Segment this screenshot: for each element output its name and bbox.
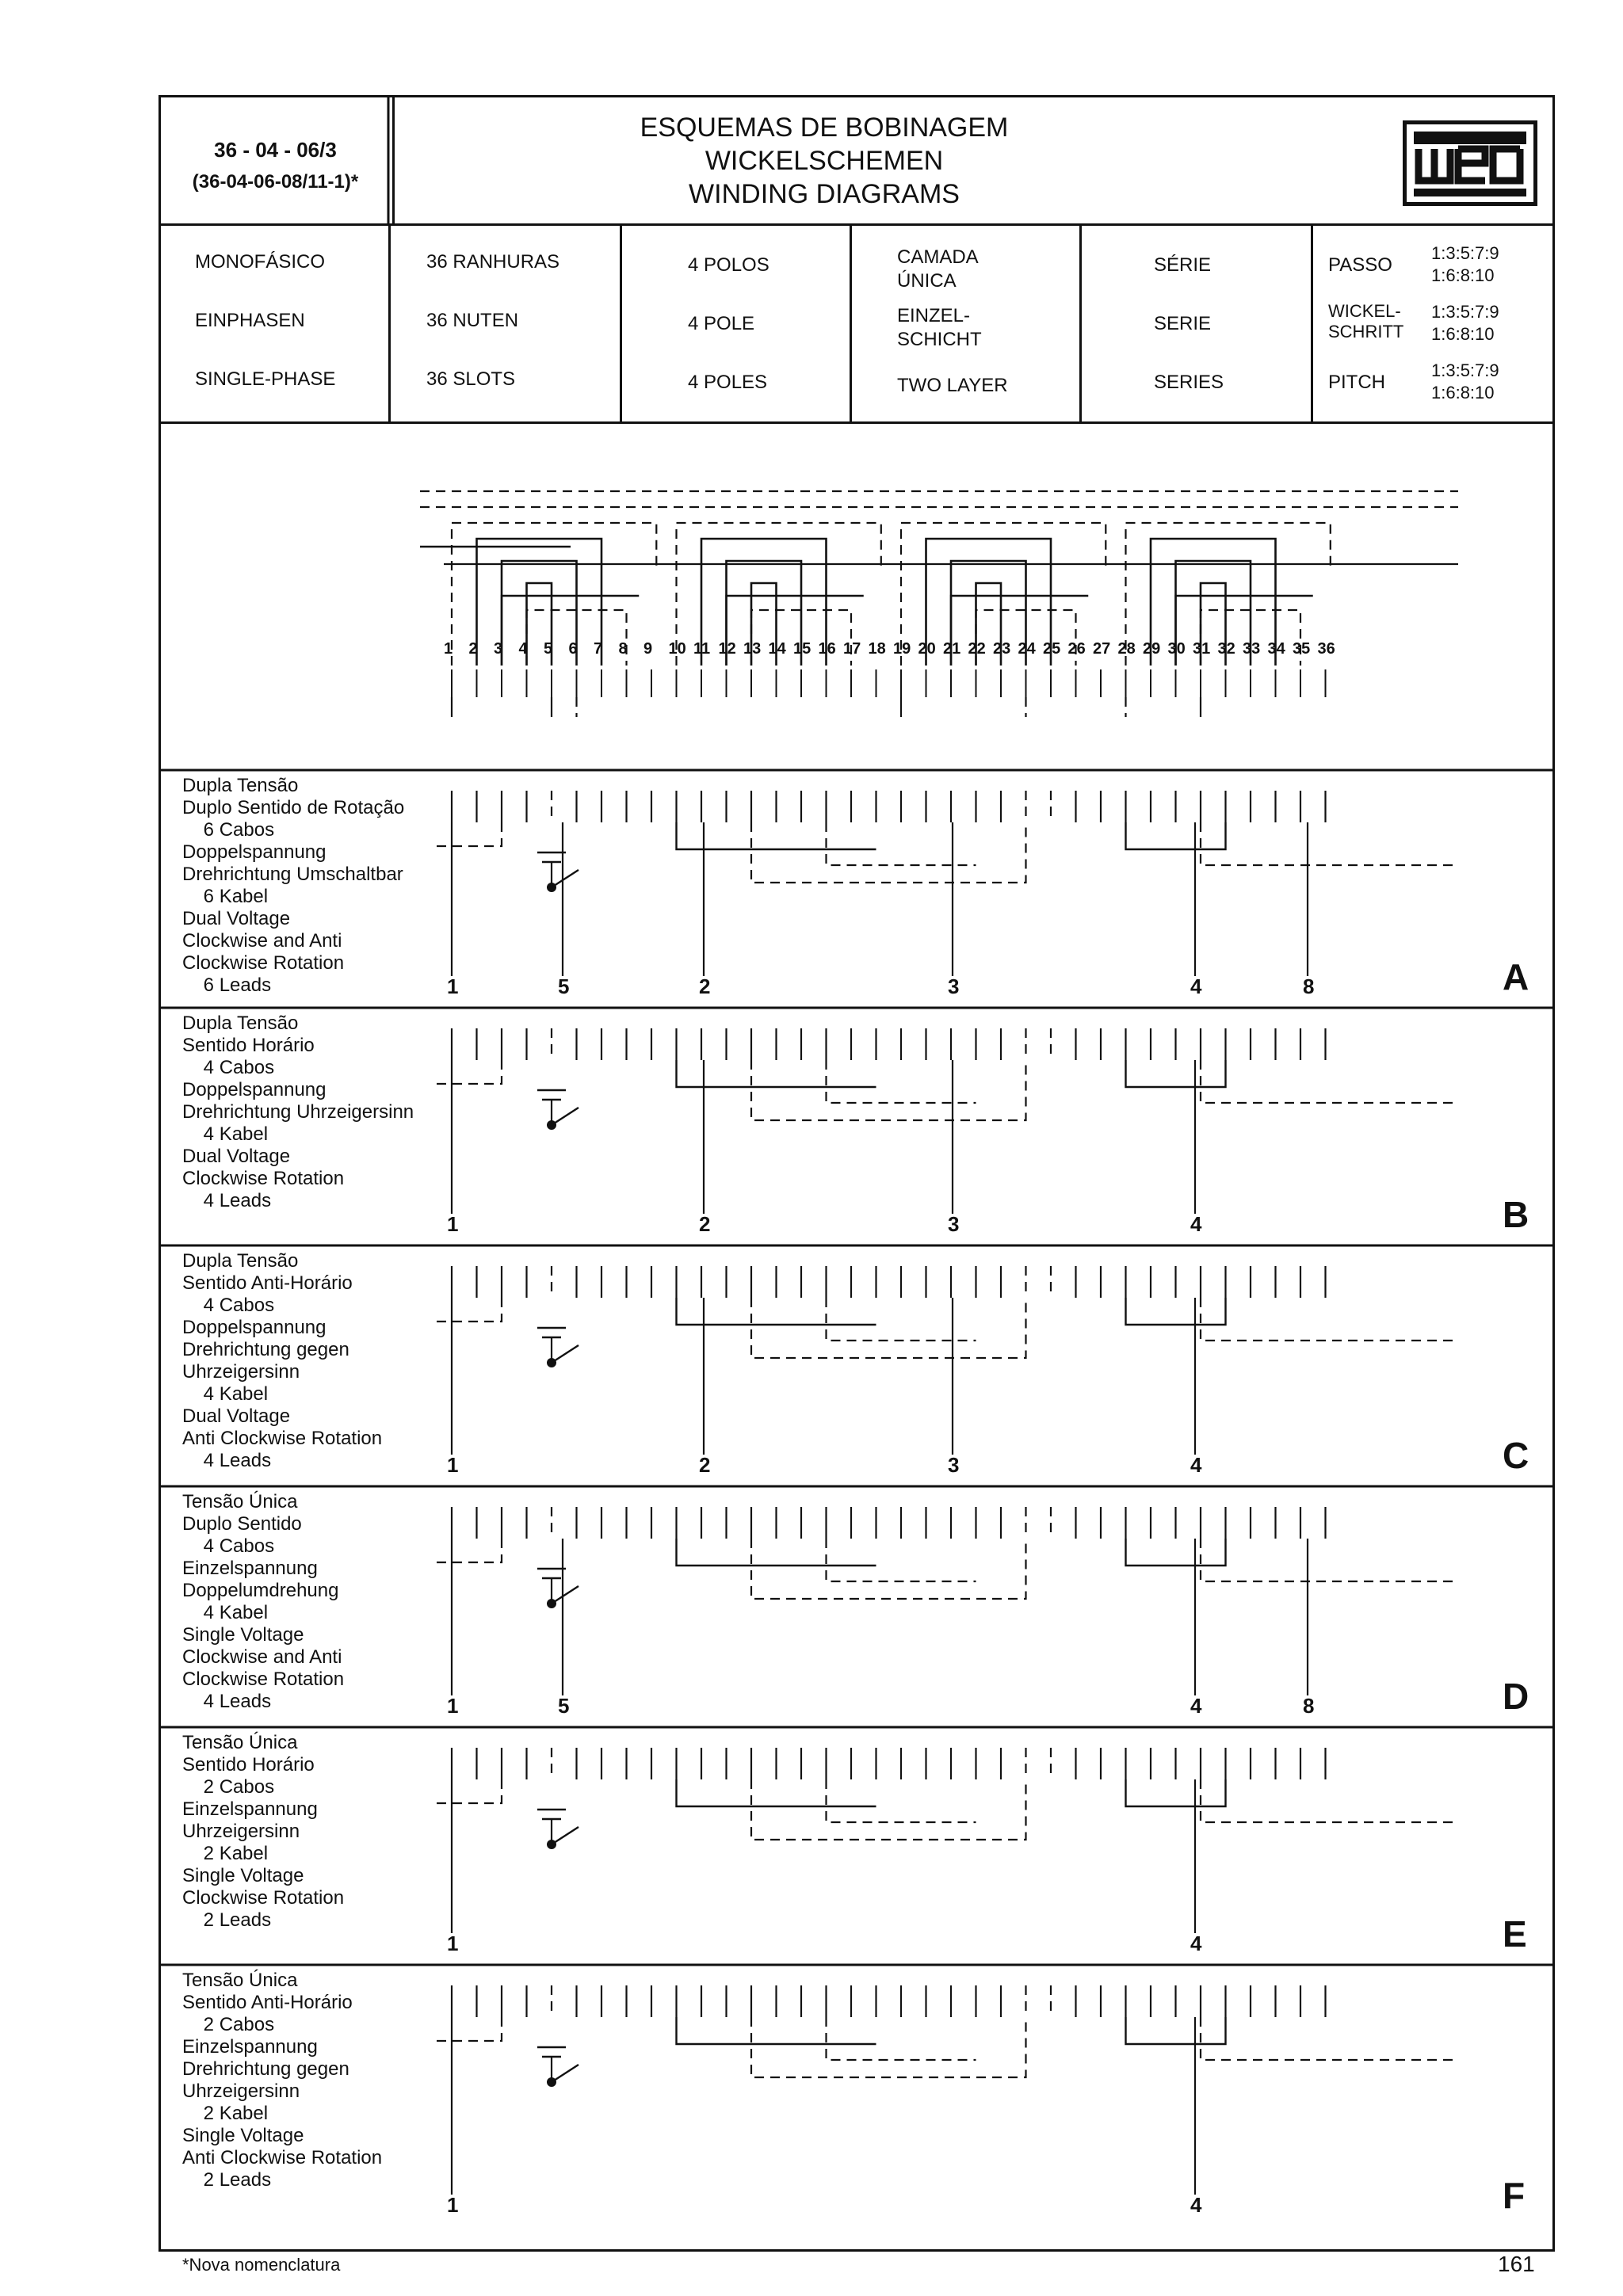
switch-blade xyxy=(552,1827,579,1844)
slot-number: 36 xyxy=(1317,640,1335,658)
lead-number: 4 xyxy=(1190,1694,1202,1718)
slot-number: 23 xyxy=(993,640,1011,658)
slot-number: 9 xyxy=(643,640,653,658)
section-label: Tensão Única Sentido Horário 2 Cabos Einzelspannung Uhrzeigersinn 2 Kabel Single Voltage Clockwise Rotation 2 Leads xyxy=(182,1732,345,1931)
lead-number: 8 xyxy=(1303,1694,1315,1718)
slot-number: 2 xyxy=(468,640,478,658)
lead-number: 5 xyxy=(558,1694,570,1718)
group-bracket-dashed xyxy=(751,1539,1026,1599)
spec-slots-en: 36 SLOTS xyxy=(426,368,516,390)
spec-pitch-label-pt: PASSO xyxy=(1328,254,1392,276)
slot-number: 18 xyxy=(868,640,886,658)
lead-number: 3 xyxy=(948,974,960,998)
group-bracket-dashed xyxy=(827,1539,976,1581)
lead-number: 3 xyxy=(948,1212,960,1236)
lead-number: 2 xyxy=(699,974,711,998)
coil-solid xyxy=(951,561,1026,666)
lead-number: 1 xyxy=(447,1932,459,1955)
group-bracket xyxy=(1126,1298,1226,1325)
spec-conn-en: SERIES xyxy=(1154,372,1224,393)
slot-number: 20 xyxy=(918,640,936,658)
slot-number: 28 xyxy=(1117,640,1136,658)
group-bracket-dashed xyxy=(751,2017,1026,2077)
slot-number: 21 xyxy=(943,640,961,658)
group-bracket-dashed xyxy=(436,822,502,846)
group-bracket xyxy=(1126,2017,1226,2044)
slot-number: 24 xyxy=(1018,640,1036,658)
switch-blade xyxy=(552,1586,579,1604)
group-bracket-dashed xyxy=(436,1539,502,1562)
spec-poles-de: 4 POLE xyxy=(688,313,755,334)
slot-number: 31 xyxy=(1193,640,1211,658)
slot-number: 14 xyxy=(768,640,786,658)
group-bracket-dashed xyxy=(827,1779,976,1822)
group-bracket-dashed xyxy=(827,1060,976,1103)
group-bracket-dashed xyxy=(436,1060,502,1084)
lead-number: 1 xyxy=(447,1453,459,1477)
slot-number: 27 xyxy=(1093,640,1111,658)
group-bracket-dashed xyxy=(436,2017,502,2041)
group-bracket xyxy=(677,822,876,849)
section-label: Dupla Tensão Sentido Anti-Horário 4 Cabos Doppelspannung Drehrichtung gegen Uhrzeigersinn 4 Kabel Dual Voltage Anti Clockwise Rotation 4 Leads xyxy=(182,1250,383,1471)
spec-conn-pt: SÉRIE xyxy=(1154,254,1212,276)
title-pt: ESQUEMAS DE BOBINAGEM xyxy=(640,113,1009,143)
group-bracket-dashed xyxy=(1201,1298,1458,1341)
spec-poles-en: 4 POLES xyxy=(688,372,768,393)
spec-pitch-label-de: WICKEL- SCHRITT xyxy=(1328,301,1404,341)
section-label: Tensão Única Duplo Sentido 4 Cabos Einzelspannung Doppelumdrehung 4 Kabel Single Voltage Clockwise and Anti Clockwise Rotation 4 Leads xyxy=(182,1491,345,1712)
lead-number: 2 xyxy=(699,1453,711,1477)
spec-phase-en: SINGLE-PHASE xyxy=(195,368,336,390)
slot-number: 17 xyxy=(843,640,861,658)
spec-phase-de: EINPHASEN xyxy=(195,310,305,331)
slot-number: 34 xyxy=(1267,640,1285,658)
group-bracket xyxy=(677,2017,876,2044)
group-bracket-dashed xyxy=(1201,1060,1458,1103)
section-letter: E xyxy=(1503,1913,1527,1955)
page-number: 161 xyxy=(1498,2252,1535,2276)
group-bracket-dashed xyxy=(827,822,976,865)
group-bracket-dashed xyxy=(751,1060,1026,1120)
slot-number: 19 xyxy=(893,640,911,658)
group-bracket-dashed xyxy=(827,2017,976,2060)
lead-number: 4 xyxy=(1190,1932,1202,1955)
group-bracket-dashed xyxy=(1201,1779,1458,1822)
section-letter: A xyxy=(1503,956,1529,997)
group-bracket-dashed xyxy=(827,1298,976,1341)
spec-pitch-values-2: 1:3:5:7:9 1:6:8:10 xyxy=(1431,302,1499,344)
spec-conn-de: SERIE xyxy=(1154,313,1212,334)
section-letter: F xyxy=(1503,2175,1526,2216)
group-bracket xyxy=(677,1539,876,1566)
slot-number: 25 xyxy=(1043,640,1061,658)
group-bracket-dashed xyxy=(751,1779,1026,1840)
coil-solid xyxy=(502,561,577,666)
lead-number: 4 xyxy=(1190,1453,1202,1477)
group-bracket-dashed xyxy=(1201,822,1458,865)
group-bracket-dashed xyxy=(751,1298,1026,1358)
switch-blade xyxy=(552,2065,579,2082)
lead-number: 4 xyxy=(1190,1212,1202,1236)
slot-number: 10 xyxy=(668,640,686,658)
slot-number: 7 xyxy=(594,640,603,658)
lead-number: 8 xyxy=(1303,974,1315,998)
group-bracket xyxy=(677,1298,876,1325)
section-label: Tensão Única Sentido Anti-Horário 2 Cabos Einzelspannung Drehrichtung gegen Uhrzeigersinn 2 Kabel Single Voltage Anti Clockwise Rotation 2 Leads xyxy=(182,1970,383,2191)
group-bracket-dashed xyxy=(1201,1539,1458,1581)
slot-number: 12 xyxy=(718,640,736,658)
lead-number: 1 xyxy=(447,2193,459,2217)
group-bracket xyxy=(1126,822,1226,849)
slot-number: 32 xyxy=(1217,640,1235,658)
spec-slots-pt: 36 RANHURAS xyxy=(426,251,560,273)
spec-layer-en: TWO LAYER xyxy=(897,375,1008,396)
section-label: Dupla Tensão Duplo Sentido de Rotação 6 Cabos Doppelspannung Drehrichtung Umschaltbar 6 Kabel Dual Voltage Clockwise and Anti Clockwise Rotation 6 Leads xyxy=(182,775,405,996)
coil-solid xyxy=(727,561,802,666)
slot-number: 13 xyxy=(743,640,762,658)
section-letter: C xyxy=(1503,1435,1529,1476)
slot-number: 22 xyxy=(968,640,986,658)
group-bracket-dashed xyxy=(1201,2017,1458,2060)
slot-number: 33 xyxy=(1243,640,1261,658)
slot-number: 30 xyxy=(1167,640,1186,658)
section-letter: B xyxy=(1503,1194,1529,1235)
slot-number: 3 xyxy=(494,640,503,658)
slot-number: 8 xyxy=(618,640,628,658)
spec-poles-pt: 4 POLOS xyxy=(688,254,769,276)
footnote: *Nova nomenclatura xyxy=(182,2255,341,2275)
switch-blade xyxy=(552,1108,579,1125)
lead-number: 5 xyxy=(558,974,570,998)
lead-number: 1 xyxy=(447,974,459,998)
lead-number: 4 xyxy=(1190,974,1202,998)
diagram-code-alt: (36-04-06-08/11-1)* xyxy=(192,171,359,193)
coil-solid xyxy=(1176,561,1251,666)
group-bracket-dashed xyxy=(436,1779,502,1803)
spec-pitch-label-en: PITCH xyxy=(1328,372,1385,393)
slot-number: 26 xyxy=(1067,640,1086,658)
lead-number: 4 xyxy=(1190,2193,1202,2217)
slot-number: 6 xyxy=(568,640,578,658)
slot-number: 15 xyxy=(793,640,812,658)
slot-number: 1 xyxy=(444,640,453,658)
group-bracket xyxy=(1126,1779,1226,1806)
switch-blade xyxy=(552,1345,579,1363)
spec-layer-de: EINZEL- SCHICHT xyxy=(897,305,982,350)
slot-number: 5 xyxy=(544,640,553,658)
spec-phase-pt: MONOFÁSICO xyxy=(195,251,326,273)
spec-slots-de: 36 NUTEN xyxy=(426,310,519,331)
slot-number: 16 xyxy=(818,640,836,658)
lead-number: 1 xyxy=(447,1694,459,1718)
slot-number: 35 xyxy=(1293,640,1311,658)
spec-pitch-values-1: 1:3:5:7:9 1:6:8:10 xyxy=(1431,243,1499,285)
group-bracket-dashed xyxy=(751,822,1026,883)
slot-number: 11 xyxy=(693,640,711,658)
section-label: Dupla Tensão Sentido Horário 4 Cabos Doppelspannung Drehrichtung Uhrzeigersinn 4 Kabel Dual Voltage Clockwise Rotation 4 Leads xyxy=(182,1013,414,1211)
lead-number: 3 xyxy=(948,1453,960,1477)
slot-number: 29 xyxy=(1143,640,1161,658)
diagram-code: 36 - 04 - 06/3 xyxy=(214,138,337,162)
spec-pitch-values-3: 1:3:5:7:9 1:6:8:10 xyxy=(1431,360,1499,402)
group-bracket xyxy=(1126,1060,1226,1087)
group-bracket-dashed xyxy=(436,1298,502,1322)
title-de: WICKELSCHEMEN xyxy=(705,146,944,176)
slot-number: 4 xyxy=(518,640,528,658)
title-en: WINDING DIAGRAMS xyxy=(689,179,960,209)
spec-layer-pt: CAMADA ÚNICA xyxy=(897,246,978,292)
group-bracket xyxy=(677,1779,876,1806)
group-bracket xyxy=(1126,1539,1226,1566)
lead-number: 1 xyxy=(447,1212,459,1236)
section-letter: D xyxy=(1503,1676,1529,1717)
group-bracket xyxy=(677,1060,876,1087)
lead-number: 2 xyxy=(699,1212,711,1236)
switch-blade xyxy=(552,870,579,887)
